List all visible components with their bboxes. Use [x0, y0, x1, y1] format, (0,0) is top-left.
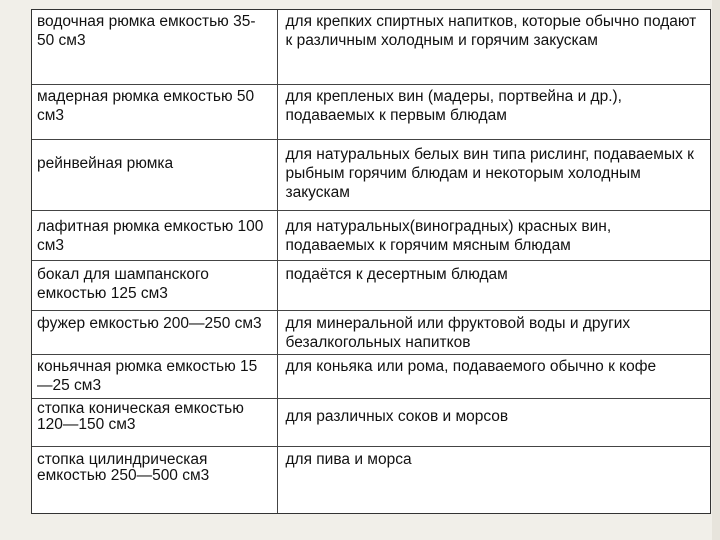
glass-name-cell: мадерная рюмка емкостью 50 см3 — [32, 84, 277, 139]
table-row — [32, 10, 710, 84]
glass-usage-cell: для крепленых вин (мадеры, портвейна и др.), подаваемых к первым блюдам — [277, 84, 710, 139]
page-edge — [712, 0, 720, 540]
glass-name-cell: коньячная рюмка емкостью 15—25 см3 — [32, 354, 277, 398]
glass-name-cell: рейнвейная рюмка — [32, 139, 277, 210]
table-row — [32, 398, 710, 446]
glass-name-cell: бокал для шампанского емкостью 125 см3 — [32, 260, 277, 310]
glassware-table — [31, 9, 711, 514]
glassware-table-grid — [32, 10, 710, 513]
glass-name-cell: стопка коническая емкостью 120—150 см3 — [32, 398, 277, 446]
glass-usage-cell: для коньяка или рома, подаваемого обычно к кофе — [277, 354, 710, 398]
glass-name-cell: лафитная рюмка емкостью 100 см3 — [32, 210, 277, 260]
glass-name-cell: водочная рюмка емкостью 35-50 см3 — [32, 10, 277, 84]
table-row — [32, 210, 710, 260]
table-row — [32, 446, 710, 513]
glass-usage-cell: для минеральной или фруктовой воды и других безалкогольных напитков — [277, 310, 710, 354]
glass-name-cell: фужер емкостью 200—250 см3 — [32, 310, 277, 354]
glass-usage-cell: для пива и морса — [277, 446, 710, 513]
glass-usage-cell: для натуральных(виноградных) красных вин, подаваемых к горячим мясным блюдам — [277, 210, 710, 260]
table-row — [32, 354, 710, 398]
glass-usage-cell: для натуральных белых вин типа рислинг, подаваемых к рыбным горячим блюдам и некоторым холодным закускам — [277, 139, 710, 210]
glass-name-cell: стопка цилиндрическая емкостью 250—500 см3 — [32, 446, 277, 513]
glass-usage-cell: для различных соков и морсов — [277, 398, 710, 446]
table-row — [32, 84, 710, 139]
glass-usage-cell: подаётся к десертным блюдам — [277, 260, 710, 310]
glass-usage-cell: для крепких спиртных напитков, которые обычно подают к различным холодным и горячим закускам — [277, 10, 710, 84]
table-row — [32, 139, 710, 210]
table-row — [32, 260, 710, 310]
table-row — [32, 310, 710, 354]
